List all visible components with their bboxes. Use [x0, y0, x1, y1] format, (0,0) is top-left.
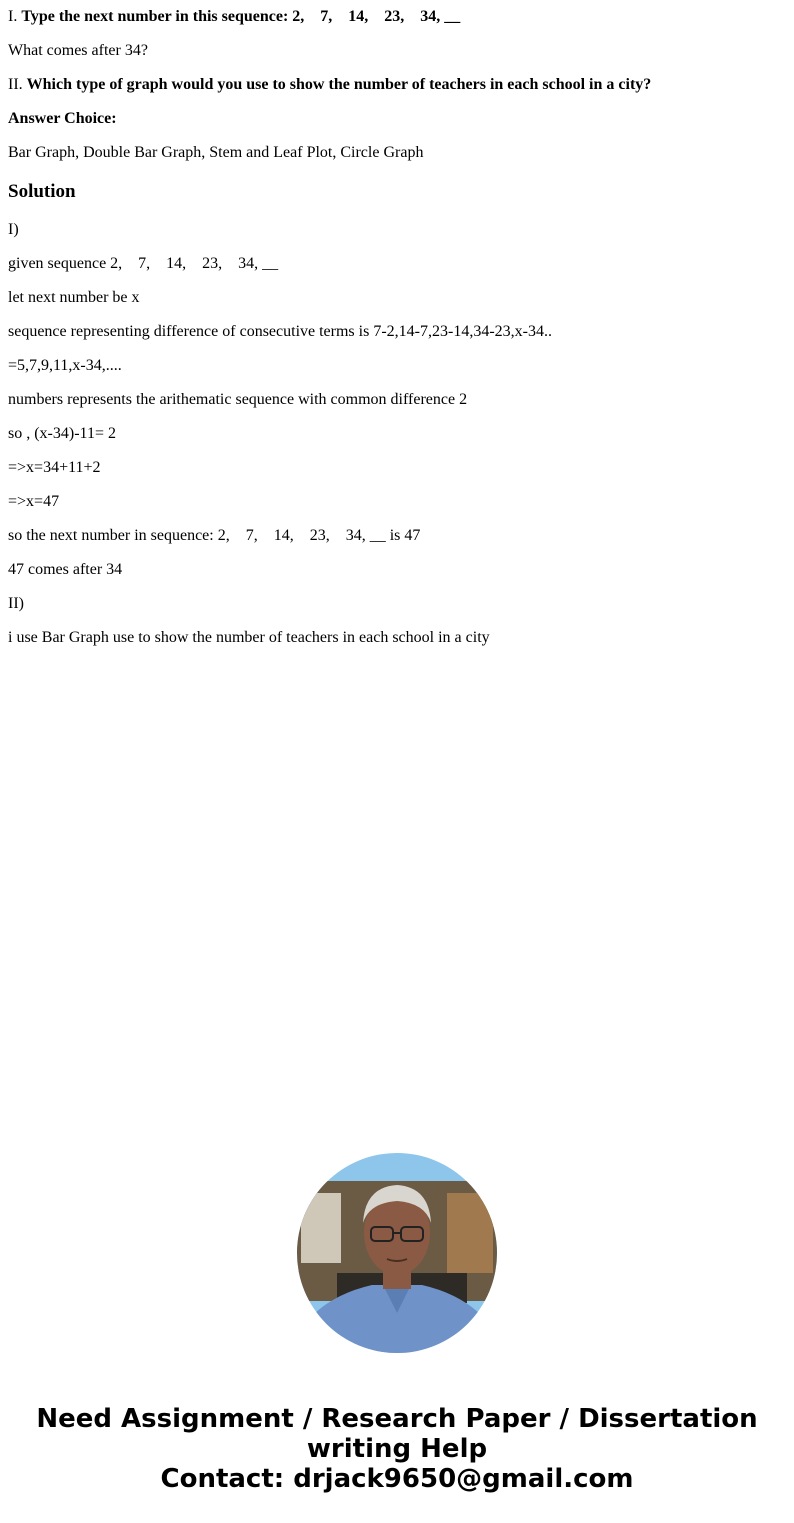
solution-line: so the next number in sequence: 2, 7, 14, 23, 34, __ is 47: [8, 527, 421, 544]
solution-line: given sequence 2, 7, 14, 23, 34, __: [8, 255, 279, 272]
solution-line: sequence representing difference of consecutive terms is 7-2,14-7,23-14,34-23,x-34..: [8, 323, 552, 340]
portrait-panel-right: [447, 1193, 493, 1273]
solution-line: 47 comes after 34: [8, 561, 123, 578]
question-2: [8, 75, 651, 95]
question-1-subtext: What comes after 34?: [8, 42, 148, 59]
portrait-panel-left: [301, 1193, 341, 1263]
footer-contact: Contact: drjack9650@gmail.com: [160, 1464, 634, 1494]
solution-line: so , (x-34)-11= 2: [8, 425, 116, 442]
question-2-text: Which type of graph would you use to show the number of teachers in each school in a city?: [26, 76, 652, 93]
question-1-number: I.: [8, 8, 22, 25]
question-1-text: Type the next number in this sequence: 2, 7, 14, 23, 34, __: [21, 8, 461, 25]
solution-line: =>x=47: [8, 493, 60, 510]
question-2-number: II.: [8, 76, 27, 93]
answer-choice-heading: Answer Choice:: [8, 110, 117, 127]
footer-line-2: writing Help: [306, 1434, 488, 1464]
author-portrait: [297, 1153, 497, 1353]
solution-line: numbers represents the arithematic sequence with common difference 2: [8, 391, 468, 408]
solution-line: i use Bar Graph use to show the number of teachers in each school in a city: [8, 629, 490, 646]
answer-choices: Bar Graph, Double Bar Graph, Stem and Leaf Plot, Circle Graph: [8, 144, 424, 161]
question-1: [8, 7, 460, 27]
solution-line: =5,7,9,11,x-34,....: [8, 357, 122, 374]
author-avatar: [297, 1153, 497, 1353]
solution-line: =>x=34+11+2: [8, 459, 101, 476]
footer-line-1: Need Assignment / Research Paper / Dissertation: [36, 1404, 758, 1434]
solution-line: I): [8, 221, 19, 238]
solution-line: let next number be x: [8, 289, 140, 306]
solution-line: II): [8, 595, 24, 612]
solution-heading: Solution: [8, 181, 76, 202]
